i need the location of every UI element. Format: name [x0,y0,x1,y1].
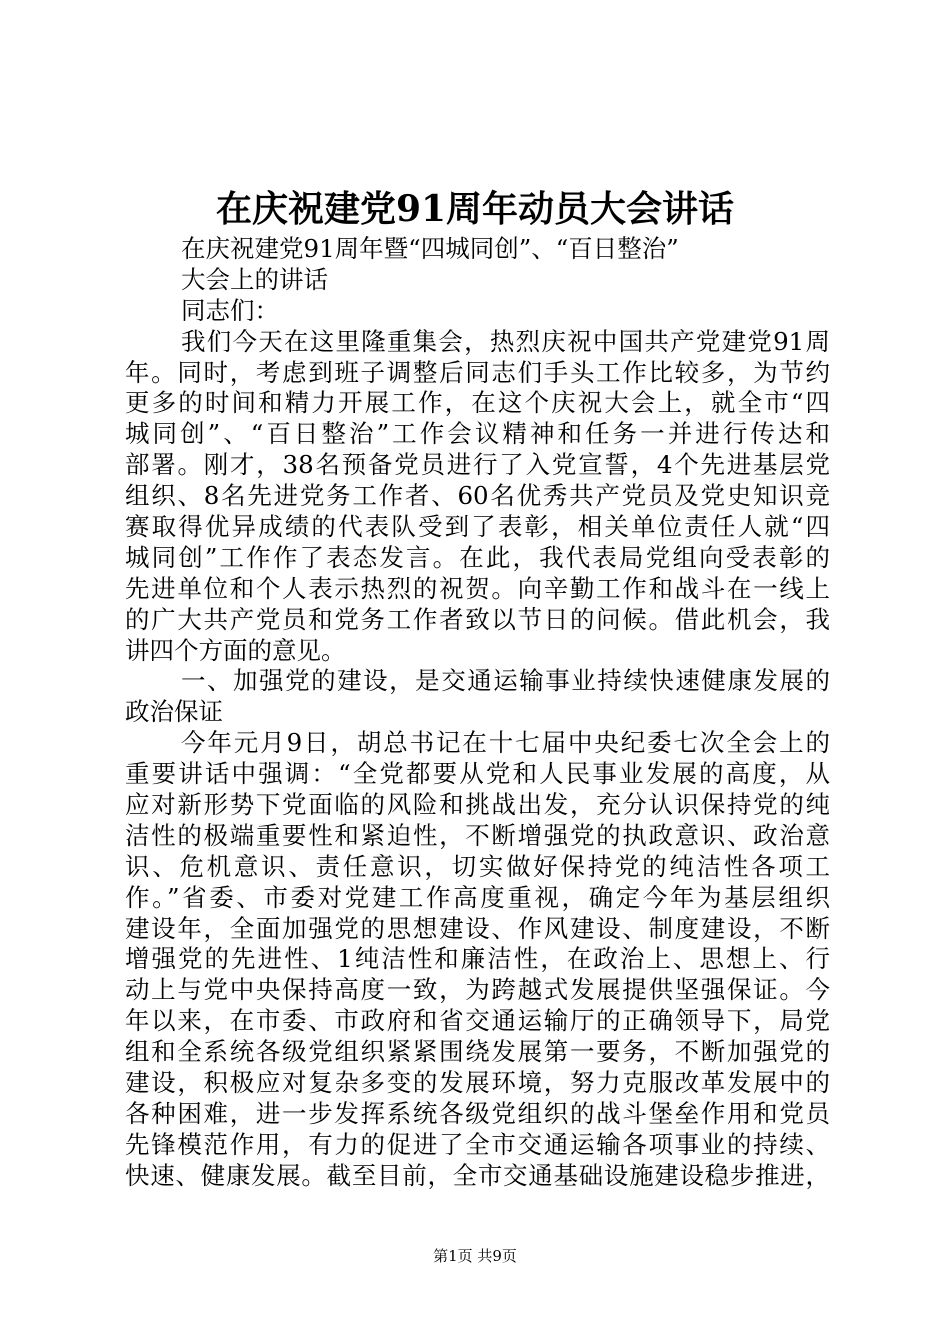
text-line: 城同创”、“百日整治”工作会议精神和任务一并进行传达和 [125,419,830,449]
page-title: 在庆祝建党91周年动员大会讲话 [215,188,735,230]
text-line: 年以来，在市委、市政府和省交通运输厅的正确领导下，局党 [125,1006,830,1036]
text-line: 建设，积极应对复杂多变的发展环境，努力克服改革发展中的 [125,1068,830,1098]
text-line: 作。”省委、市委对党建工作高度重视，确定今年为基层组织 [125,882,830,912]
text-line: 快速、健康发展。截至目前，全市交通基础设施建设稳步推进， [125,1160,830,1190]
text-line: 我们今天在这里隆重集会，热烈庆祝中国共产党建党91周 [181,326,830,356]
text-line: 在庆祝建党91周年暨“四城同创”、“百日整治” [181,234,679,263]
text-line: 各种困难，进一步发挥系统各级党组织的战斗堡垒作用和党员 [125,1098,830,1128]
text-line: 的广大共产党员和党务工作者致以节日的问候。借此机会，我 [125,604,830,634]
text-line: 重要讲话中强调：“全党都要从党和人民事业发展的高度，从 [125,759,830,789]
text-line: 今年元月9日，胡总书记在十七届中央纪委七次全会上的 [181,728,830,758]
text-line: 更多的时间和精力开展工作，在这个庆祝大会上，就全市“四 [125,388,830,418]
text-line: 洁性的极端重要性和紧迫性，不断增强党的执政意识、政治意 [125,820,830,850]
text-line: 赛取得优异成绩的代表队受到了表彰，相关单位责任人就“四 [125,512,830,542]
text-line: 组和全系统各级党组织紧紧围绕发展第一要务，不断加强党的 [125,1037,830,1067]
text-line: 识、危机意识、责任意识，切实做好保持党的纯洁性各项工 [125,851,830,881]
text-line: 部署。刚才，38名预备党员进行了入党宣誓，4个先进基层党 [125,450,830,480]
text-line: 政治保证 [125,697,223,727]
text-line: 同志们： [181,295,279,325]
text-line: 城同创”工作作了表态发言。在此，我代表局党组向受表彰的 [125,542,830,572]
text-line: 先锋模范作用，有力的促进了全市交通运输各项事业的持续、 [125,1129,830,1159]
text-line: 动上与党中央保持高度一致，为跨越式发展提供坚强保证。今 [125,975,830,1005]
text-line: 组织、8名先进党务工作者、60名优秀共产党员及党史知识竞 [125,481,830,511]
document-body [125,234,830,1192]
text-line: 年。同时，考虑到班子调整后同志们手头工作比较多，为节约 [125,357,830,387]
text-line: 先进单位和个人表示热烈的祝贺。向辛勤工作和战斗在一线上 [125,573,830,603]
text-line: 应对新形势下党面临的风险和挑战出发，充分认识保持党的纯 [125,790,830,820]
text-line: 讲四个方面的意见。 [125,635,346,665]
page-footer: 第1页 共9页 [433,1247,517,1265]
text-line: 大会上的讲话 [181,264,328,294]
text-line: 建设年，全面加强党的思想建设、作风建设、制度建设，不断 [125,913,830,943]
text-line: 增强党的先进性、1纯洁性和廉洁性，在政治上、思想上、行 [125,944,830,974]
text-line: 一、加强党的建设，是交通运输事业持续快速健康发展的 [181,666,830,696]
